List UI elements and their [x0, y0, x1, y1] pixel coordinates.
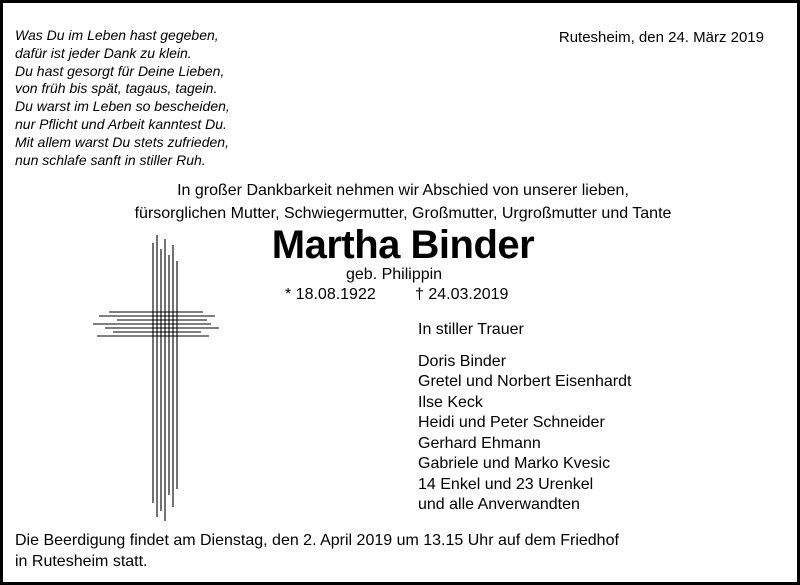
mourner-entry: Ilse Keck [418, 393, 483, 411]
birth-date: * 18.08.1922 [285, 286, 376, 303]
funeral-announcement [15, 530, 775, 572]
mourner-entry: 14 Enkel und 23 Urenkel [418, 475, 594, 493]
intro-text [3, 179, 800, 225]
poem-line: nun schlafe sanft in stiller Ruh. [15, 151, 206, 168]
poem-line: nur Pflicht und Arbeit kanntest Du. [15, 115, 227, 132]
mourner-entry: und alle Anverwandten [418, 496, 580, 513]
mourners-heading: In stiller Trauer [418, 321, 524, 338]
mourner-entry: Doris Binder [418, 352, 507, 370]
poem-line: Was Du im Leben hast gegeben, [15, 27, 219, 43]
mourner-entry: Gerhard Ehmann [418, 434, 541, 452]
mourner-entry: Gabriele und Marko Kvesic [418, 455, 611, 472]
poem-line: Mit allem warst Du stets zufrieden, [15, 133, 229, 150]
memorial-poem [15, 27, 315, 169]
funeral-line: in Rutesheim statt. [15, 553, 148, 570]
funeral-line: Die Beerdigung findet am Dienstag, den 2. April 2019 um 13.15 Uhr auf dem Friedhof [15, 532, 619, 549]
mourner-entry: Gretel und Norbert Eisenhardt [418, 373, 632, 390]
place-and-date: Rutesheim, den 24. März 2019 [558, 29, 764, 46]
poem-line: Du hast gesorgt für Deine Lieben, [15, 62, 225, 79]
poem-line: Du warst im Leben so bescheiden, [15, 98, 230, 115]
intro-line: In großer Dankbarkeit nehmen wir Abschied von unserer lieben, [177, 182, 629, 199]
mourners-list [418, 320, 631, 516]
maiden-name: geb. Philippin [346, 266, 443, 283]
mourner-entry: Heidi und Peter Schneider [418, 414, 605, 431]
death-date: † 24.03.2019 [415, 286, 509, 303]
poem-line: dafür ist jeder Dank zu klein. [15, 44, 192, 61]
cross-icon [91, 235, 221, 525]
poem-line: von früh bis spät, tagaus, tagein. [15, 80, 218, 97]
intro-line: fürsorglichen Mutter, Schwiegermutter, Großmutter, Urgroßmutter und Tante [134, 205, 672, 222]
deceased-name: Martha Binder [271, 223, 535, 267]
